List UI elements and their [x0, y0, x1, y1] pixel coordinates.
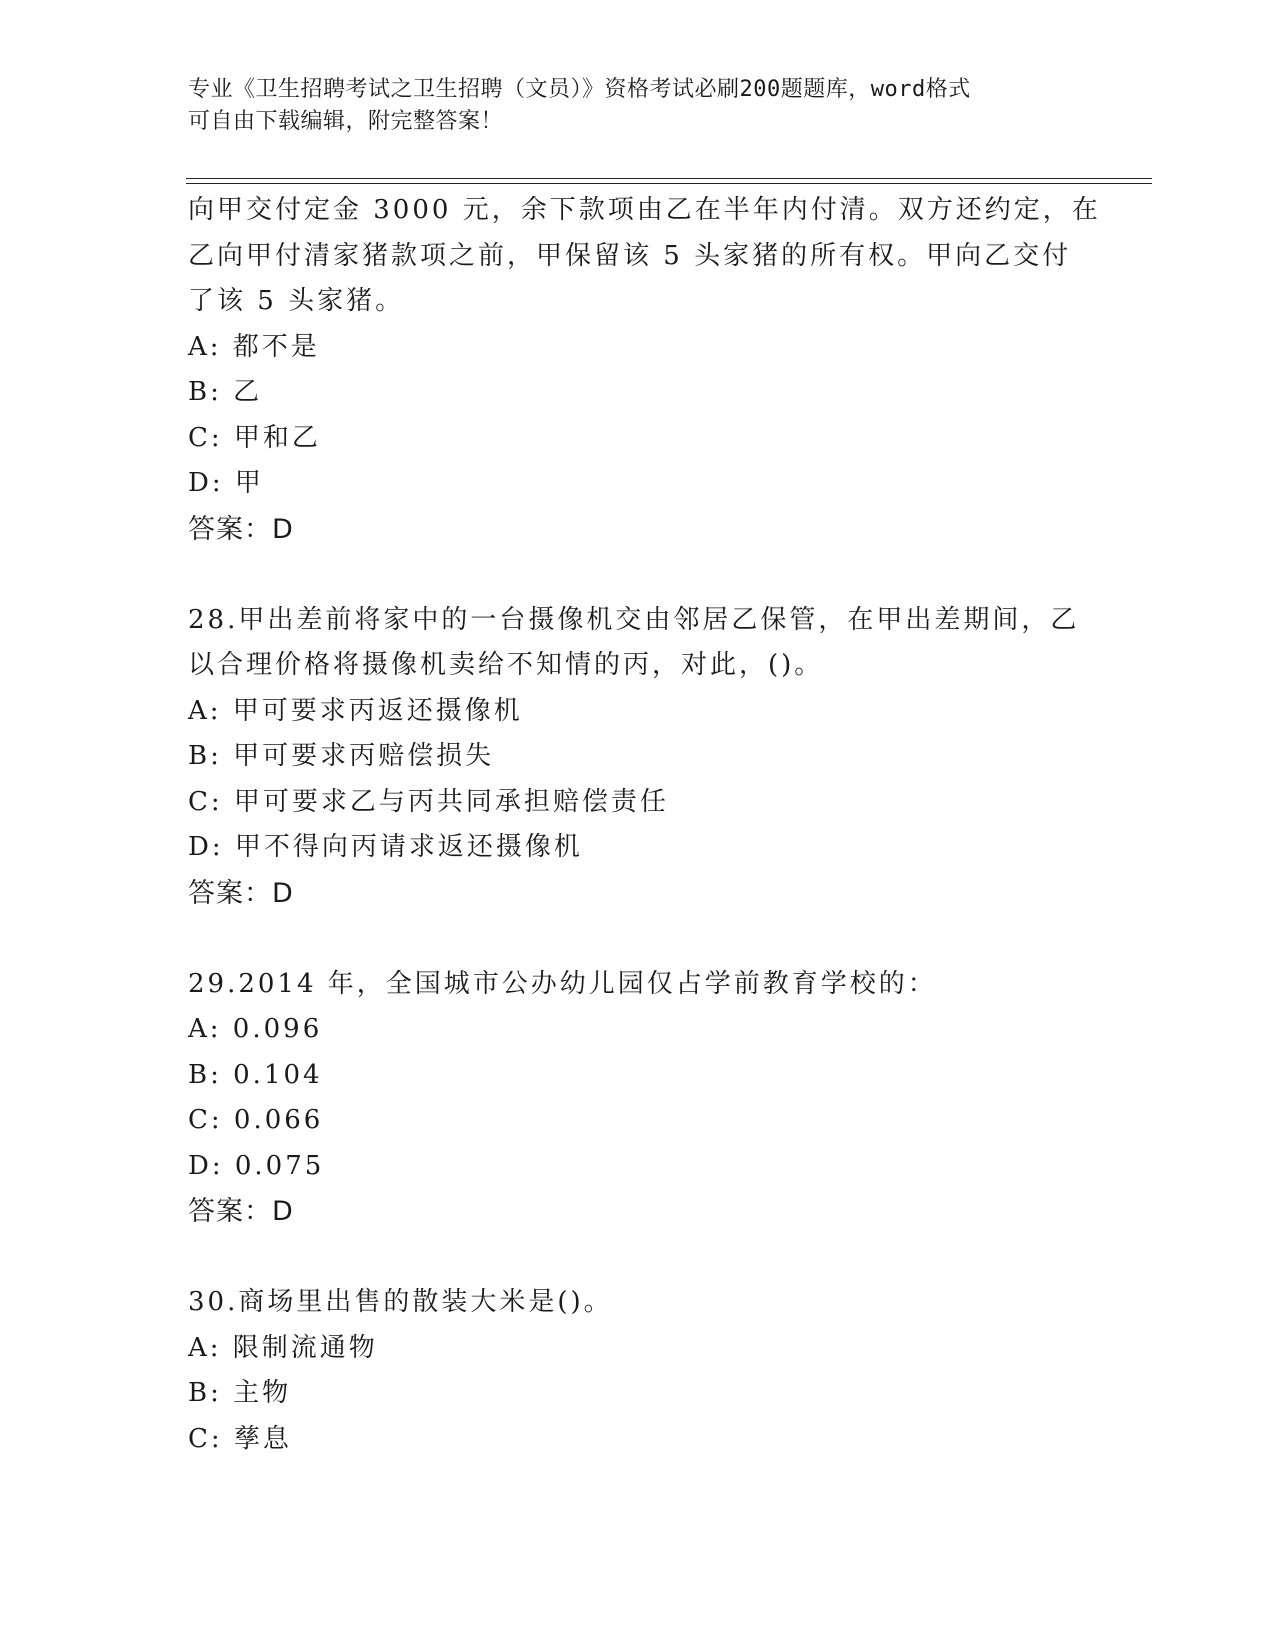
question-stem-line: 向甲交付定金 3000 元，余下款项由乙在半年内付清。双方还约定，在	[188, 195, 1101, 225]
option-c: C: 孳息	[188, 1423, 292, 1454]
option-a: A: 限制流通物	[188, 1332, 378, 1363]
question-spacer	[188, 916, 1088, 962]
answer-label: 答案：D	[188, 513, 294, 545]
document-header	[188, 74, 1068, 138]
option-d: D: 0.075	[188, 1150, 325, 1181]
header-title-line-2: 可自由下载编辑，附完整答案！	[188, 109, 504, 134]
option-b: B: 0.104	[188, 1059, 323, 1090]
answer-label: 答案：D	[188, 877, 294, 909]
question-stem-line: 30.商场里出售的散装大米是()。	[188, 1287, 613, 1317]
answer-label: 答案：D	[188, 1196, 294, 1227]
question-stem-line: 乙向甲付清家猪款项之前，甲保留该 5 头家猪的所有权。甲向乙交付	[188, 240, 1072, 271]
option-d: D: 甲	[188, 468, 264, 498]
option-b: B: 主物	[188, 1378, 292, 1408]
option-c: C: 甲和乙	[188, 422, 321, 453]
option-b: B: 乙	[188, 377, 263, 407]
question-spacer	[188, 552, 1088, 598]
option-c: C: 0.066	[188, 1105, 324, 1135]
header-divider-bottom	[186, 183, 1152, 184]
option-a: A: 甲可要求丙返还摄像机	[188, 695, 523, 726]
question-28	[188, 598, 1088, 917]
option-b: B: 甲可要求丙赔偿损失	[188, 741, 495, 771]
header-divider-top	[186, 178, 1152, 179]
question-29	[188, 962, 1088, 1235]
question-stem-line: 28.甲出差前将家中的一台摄像机交由邻居乙保管，在甲出差期间，乙	[188, 604, 1080, 635]
question-stem-line: 29.2014 年，全国城市公办幼儿园仅占学前教育学校的：	[188, 968, 937, 999]
option-a: A: 都不是	[188, 331, 320, 362]
question-list	[188, 188, 1101, 1462]
question-27-continued	[188, 188, 1101, 552]
question-stem-line: 了该 5 头家猪。	[188, 286, 405, 316]
header-title-line-1: 专业《卫生招聘考试之卫生招聘（文员）》资格考试必刷200题题库，word格式	[188, 77, 971, 102]
question-30	[188, 1280, 1088, 1462]
option-d: D: 甲不得向丙请求返还摄像机	[188, 832, 583, 862]
option-a: A: 0.096	[188, 1014, 323, 1044]
option-c: C: 甲可要求乙与丙共同承担赔偿责任	[188, 786, 669, 817]
question-spacer	[188, 1235, 1088, 1281]
question-stem-line: 以合理价格将摄像机卖给不知情的丙，对此，()。	[188, 650, 824, 680]
